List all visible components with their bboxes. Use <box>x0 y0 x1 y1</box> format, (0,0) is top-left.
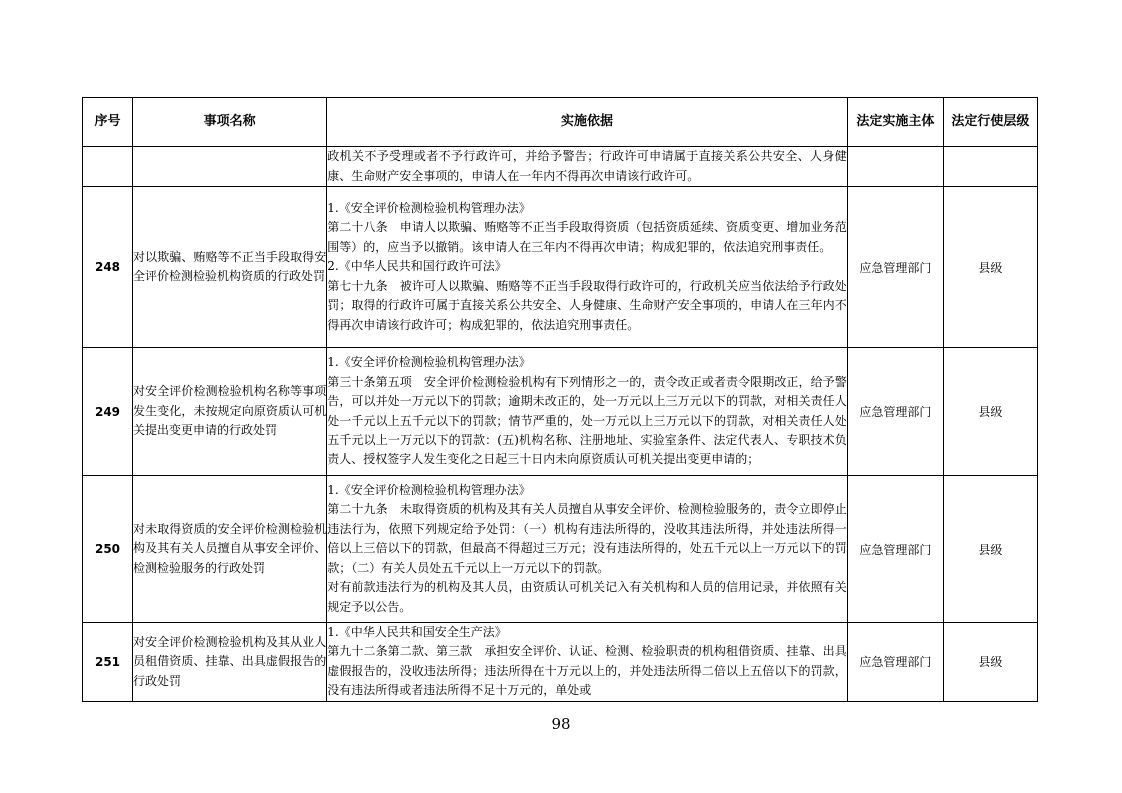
cell-body: 应急管理部门 <box>847 476 943 623</box>
basis-paragraph: 1.《安全评价检测检验机构管理办法》 <box>327 201 531 216</box>
table-header-row <box>83 98 1038 147</box>
basis-paragraph: 第二十九条 未取得资质的机构及其有关人员擅自从事安全评价、检测检验服务的，责令立即停止违法行为，依照下列规定给予处罚：（一）机构有违法所得的，没收其违法所得，并处违法所得一倍以上三倍以下的罚款，但最高不得超过三万元；没有违法所得的，处五千元以上一万元以下的罚款；（二）有关人员处五千元以上一万元以下的罚款。 <box>327 502 847 575</box>
table-row-250 <box>83 476 1038 623</box>
cell-no: 249 <box>83 348 133 476</box>
cell-body: 应急管理部门 <box>847 187 943 348</box>
table-row-continuation <box>83 147 1038 187</box>
cell-body: 应急管理部门 <box>847 623 943 702</box>
basis-paragraph: 1.《安全评价检测检验机构管理办法》 <box>327 355 531 370</box>
cell-body <box>847 147 943 187</box>
basis-paragraph: 第二十八条 申请人以欺骗、贿赂等不正当手段取得资质（包括资质延续、资质变更、增加业务范围等）的，应当予以撤销。该申请人在三年内不得再次申请；构成犯罪的，依法追究刑事责任。 <box>327 220 847 254</box>
enforcement-items-table <box>82 97 1038 702</box>
page-number: 98 <box>551 715 571 733</box>
basis-paragraph: 第九十二条第二款、第三款 承担安全评价、认证、检测、检验职责的机构租借资质、挂靠、出具虚假报告的，没收违法所得；违法所得在十万元以上的，并处违法所得二倍以上五倍以下的罚款，没有违法所得或者违法所得不足十万元的，单处或 <box>327 644 847 698</box>
basis-paragraph: 政机关不予受理或者不予行政许可，并给予警告；行政许可申请属于直接关系公共安全、人身健康、生命财产安全事项的，申请人在一年内不得再次申请该行政许可。 <box>327 149 847 183</box>
header-body: 法定实施主体 <box>847 98 943 147</box>
cell-name: 对以欺骗、贿赂等不正当手段取得安全评价检测检验机构资质的行政处罚 <box>133 187 327 348</box>
cell-basis <box>327 623 848 702</box>
basis-paragraph: 对有前款违法行为的机构及其人员，由资质认可机关记入有关机构和人员的信用记录，并依照有关规定予以公告。 <box>327 580 847 614</box>
basis-paragraph: 2.《中华人民共和国行政许可法》 <box>327 259 507 274</box>
cell-name: 对未取得资质的安全评价检测检验机构及其有关人员擅自从事安全评价、检测检验服务的行政处罚 <box>133 476 327 623</box>
cell-level: 县级 <box>943 476 1037 623</box>
table-row-251 <box>83 623 1038 702</box>
header-basis: 实施依据 <box>327 98 848 147</box>
cell-level: 县级 <box>943 348 1037 476</box>
cell-name <box>133 147 327 187</box>
header-name: 事项名称 <box>133 98 327 147</box>
basis-paragraph: 第七十九条 被许可人以欺骗、贿赂等不正当手段取得行政许可的，行政机关应当依法给予行政处罚；取得的行政许可属于直接关系公共安全、人身健康、生命财产安全事项的，申请人在三年内不得再次申请该行政许可；构成犯罪的，依法追究刑事责任。 <box>327 278 847 332</box>
cell-name: 对安全评价检测检验机构名称等事项发生变化，未按规定向原资质认可机关提出变更申请的行政处罚 <box>133 348 327 476</box>
basis-paragraph: 1.《安全评价检测检验机构管理办法》 <box>327 483 531 498</box>
cell-level: 县级 <box>943 623 1037 702</box>
cell-level <box>943 147 1037 187</box>
header-level: 法定行使层级 <box>943 98 1037 147</box>
cell-basis <box>327 147 848 187</box>
table-row-249 <box>83 348 1038 476</box>
cell-basis <box>327 476 848 623</box>
cell-basis <box>327 348 848 476</box>
cell-no: 248 <box>83 187 133 348</box>
cell-no: 251 <box>83 623 133 702</box>
header-no: 序号 <box>83 98 133 147</box>
table-row-248 <box>83 187 1038 348</box>
cell-basis <box>327 187 848 348</box>
basis-paragraph: 1.《中华人民共和国安全生产法》 <box>327 625 507 639</box>
cell-name: 对安全评价检测检验机构及其从业人员租借资质、挂靠、出具虚假报告的行政处罚 <box>133 623 327 702</box>
cell-body: 应急管理部门 <box>847 348 943 476</box>
cell-level: 县级 <box>943 187 1037 348</box>
basis-paragraph: 第三十条第五项 安全评价检测检验机构有下列情形之一的，责令改正或者责令限期改正，给予警告，可以并处一万元以下的罚款；逾期未改正的，处一万元以上三万元以下的罚款，对相关责任人处一千元以上五千元以下的罚款；情节严重的，处一万元以上三万元以下的罚款，对相关责任人处五千元以上一万元以下的罚款：(五)机构名称、注册地址、实验室条件、法定代表人、专职技术负责人、授权签字人发生变化之日起三十日内未向原资质认可机关提出变更申请的； <box>327 374 847 467</box>
cell-no <box>83 147 133 187</box>
cell-no: 250 <box>83 476 133 623</box>
